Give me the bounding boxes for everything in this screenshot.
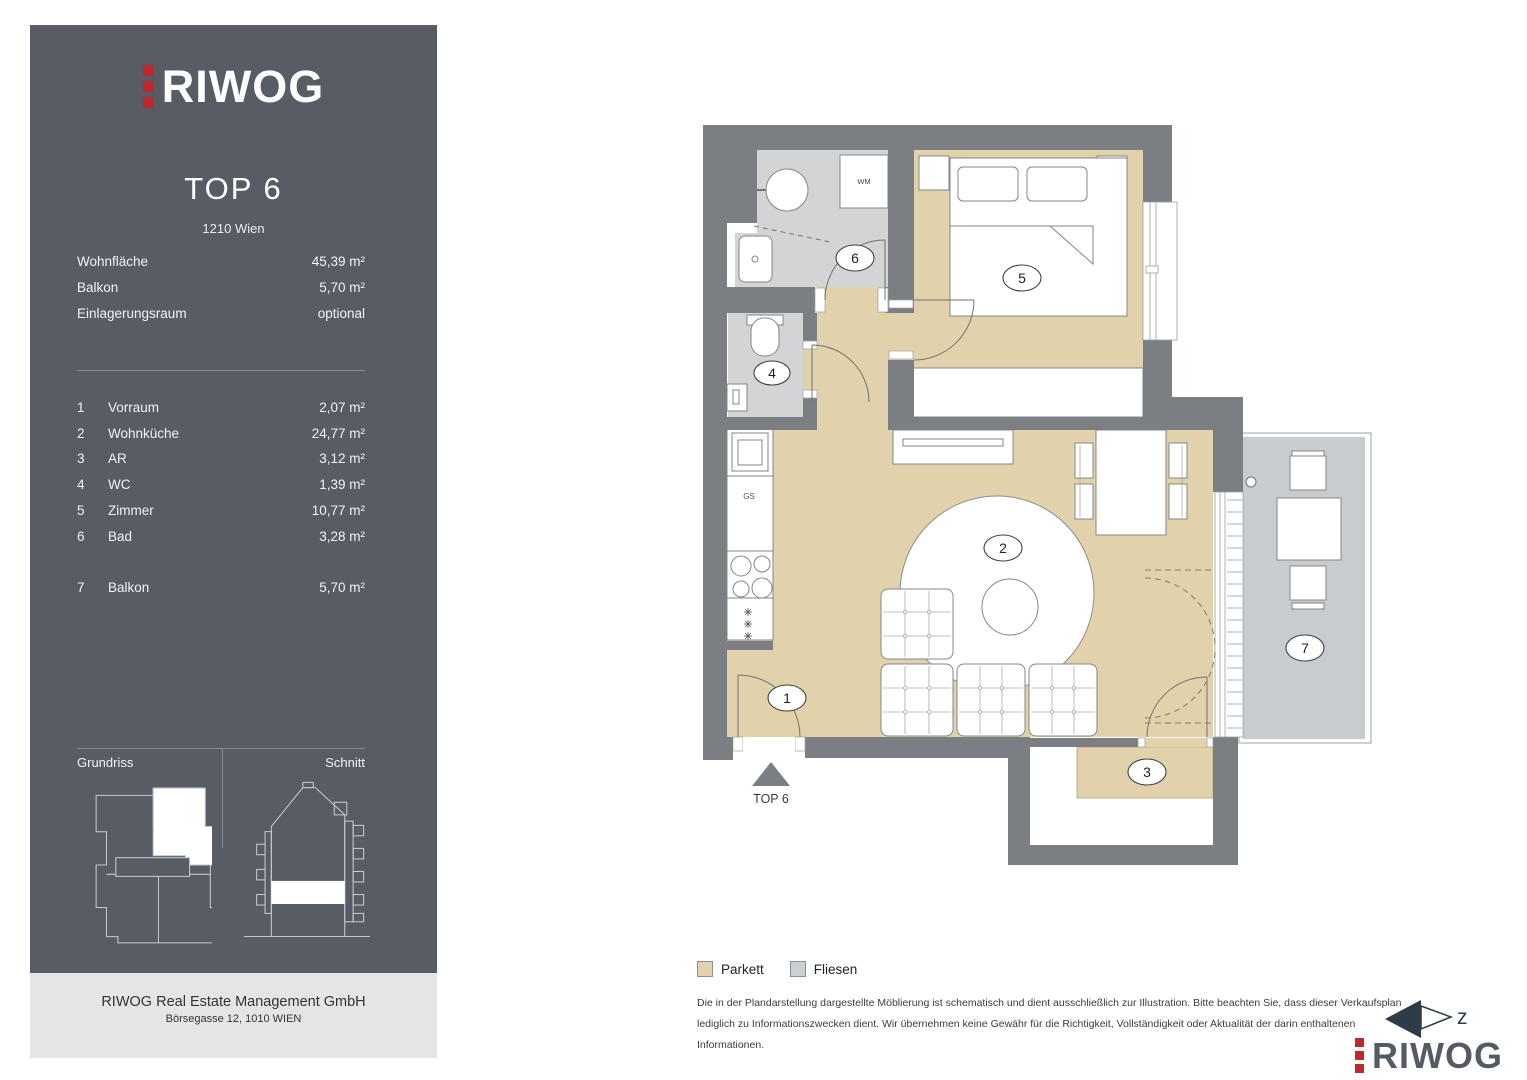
room-area: 10,77 m²	[311, 502, 365, 518]
legend-label: Fliesen	[813, 961, 858, 977]
door-handle	[1246, 477, 1256, 487]
legend-item	[790, 961, 858, 977]
room-label-6: 6	[851, 250, 859, 266]
divider	[77, 370, 365, 371]
room-label-7: 7	[1301, 640, 1309, 656]
balcony-chair	[1290, 456, 1326, 490]
room-label-2: 2	[999, 540, 1007, 556]
room-label-1: 1	[783, 690, 791, 706]
parkett-swatch	[697, 961, 713, 977]
disclaimer-line: Informationen.	[697, 1039, 765, 1051]
spacer	[30, 549, 437, 575]
floor-plan	[660, 100, 1420, 900]
room-row	[30, 446, 437, 472]
summary-label: Balkon	[77, 280, 119, 295]
company-footer	[30, 973, 437, 1058]
room-number: 4	[77, 477, 85, 493]
bed	[919, 156, 1127, 316]
summary-value: 5,70 m²	[319, 280, 365, 295]
grundriss-thumbnail	[82, 785, 212, 947]
toilet	[751, 318, 779, 356]
room-name: Wohnküche	[108, 425, 180, 441]
nightstand	[919, 156, 949, 190]
entrance-label: TOP 6	[753, 792, 789, 806]
company-address: Börsegasse 12, 1010 WIEN	[165, 1013, 302, 1025]
disclaimer	[697, 993, 1401, 1056]
washing-machine-label: WM	[857, 177, 871, 186]
highlighted-unit	[153, 788, 212, 865]
room-row	[30, 472, 437, 498]
room-name: Vorraum	[108, 400, 160, 415]
room-area: 1,39 m²	[319, 477, 365, 493]
brand-logo-bottom	[1355, 1035, 1503, 1076]
room-name: AR	[108, 451, 127, 467]
kitchen-counter	[727, 428, 773, 640]
room-number: 6	[77, 528, 85, 544]
entrance-arrow-icon	[752, 762, 790, 786]
room-name: WC	[108, 477, 131, 493]
legend-item	[697, 961, 764, 977]
room-number: 5	[77, 502, 85, 518]
summary-list	[30, 249, 437, 327]
balcony-table	[1277, 498, 1341, 560]
summary-row	[30, 249, 437, 275]
pillow	[1027, 167, 1087, 201]
round-table	[982, 579, 1038, 635]
unit-location: 1210 Wien	[202, 221, 265, 236]
brand-logo-icon	[143, 65, 154, 108]
room-number: 1	[77, 400, 85, 415]
sidebar	[30, 25, 437, 973]
room-name: Zimmer	[108, 502, 154, 518]
washbasin	[739, 236, 772, 282]
brand-name: RIWOG	[161, 61, 325, 112]
entrance-opening	[743, 737, 795, 751]
room-list	[30, 395, 437, 601]
company-name: RIWOG Real Estate Management GmbH	[101, 994, 366, 1010]
summary-value: 45,39 m²	[311, 254, 365, 269]
thumbs-divider	[222, 748, 223, 848]
room-area: 3,12 m²	[319, 451, 365, 467]
summary-row	[30, 275, 437, 301]
summary-value: optional	[317, 306, 365, 321]
wc-sink	[727, 384, 747, 411]
room-area: 5,70 m²	[319, 580, 365, 596]
room-area: 3,28 m²	[319, 528, 365, 544]
thumbs-header	[77, 748, 365, 770]
brand-logo-icon	[1355, 1038, 1364, 1073]
room-row	[30, 498, 437, 524]
schnitt-thumbnail	[242, 777, 372, 945]
room-row	[30, 395, 437, 421]
highlighted-floor	[271, 881, 344, 904]
room-row	[30, 575, 437, 601]
room-row	[30, 524, 437, 550]
room-label-3: 3	[1143, 764, 1151, 780]
legend-label: Parkett	[721, 961, 764, 977]
legend	[697, 961, 857, 977]
bedroom-window	[1143, 202, 1177, 340]
north-letter: z	[1457, 1006, 1468, 1029]
summary-label: Wohnfläche	[77, 254, 149, 269]
fliesen-swatch	[790, 961, 806, 977]
balcony-chair	[1290, 566, 1326, 600]
disclaimer-line: Die in der Plandarstellung dargestellte Möblierung ist schematisch und dient ausschließlich zur Illustration. Bitte beachten Sie, dass dieser Verkaufsplan	[697, 997, 1402, 1009]
sideboard	[893, 430, 1013, 464]
room-number: 2	[77, 425, 85, 441]
room-name: Bad	[108, 528, 133, 544]
room-label-5: 5	[1018, 270, 1026, 286]
dishwasher-label: GS	[743, 492, 755, 501]
room-label-4: 4	[768, 365, 776, 381]
pillow	[958, 167, 1018, 201]
dining-table	[1096, 430, 1166, 535]
room-number: 7	[77, 580, 85, 596]
room-area: 24,77 m²	[311, 425, 365, 441]
disclaimer-line: lediglich zu Informationszwecken dient. Wir übernehmen keine Gewähr für die Richtigkeit, Vollständigkeit oder Aktualität der darin enthaltenen	[697, 1018, 1356, 1030]
shower	[766, 169, 808, 211]
brand-name: RIWOG	[1372, 1035, 1503, 1076]
thumb-right-label: Schnitt	[325, 755, 365, 770]
summary-label: Einlagerungsraum	[77, 306, 187, 321]
room-number: 3	[77, 451, 85, 467]
room-area: 2,07 m²	[319, 400, 365, 415]
thumb-left-label: Grundriss	[77, 755, 134, 770]
unit-title: TOP 6	[184, 171, 283, 206]
wardrobe	[895, 368, 1143, 417]
room-row	[30, 421, 437, 447]
room-name: Balkon	[108, 580, 150, 596]
brand-logo	[30, 61, 437, 112]
summary-row	[30, 301, 437, 327]
